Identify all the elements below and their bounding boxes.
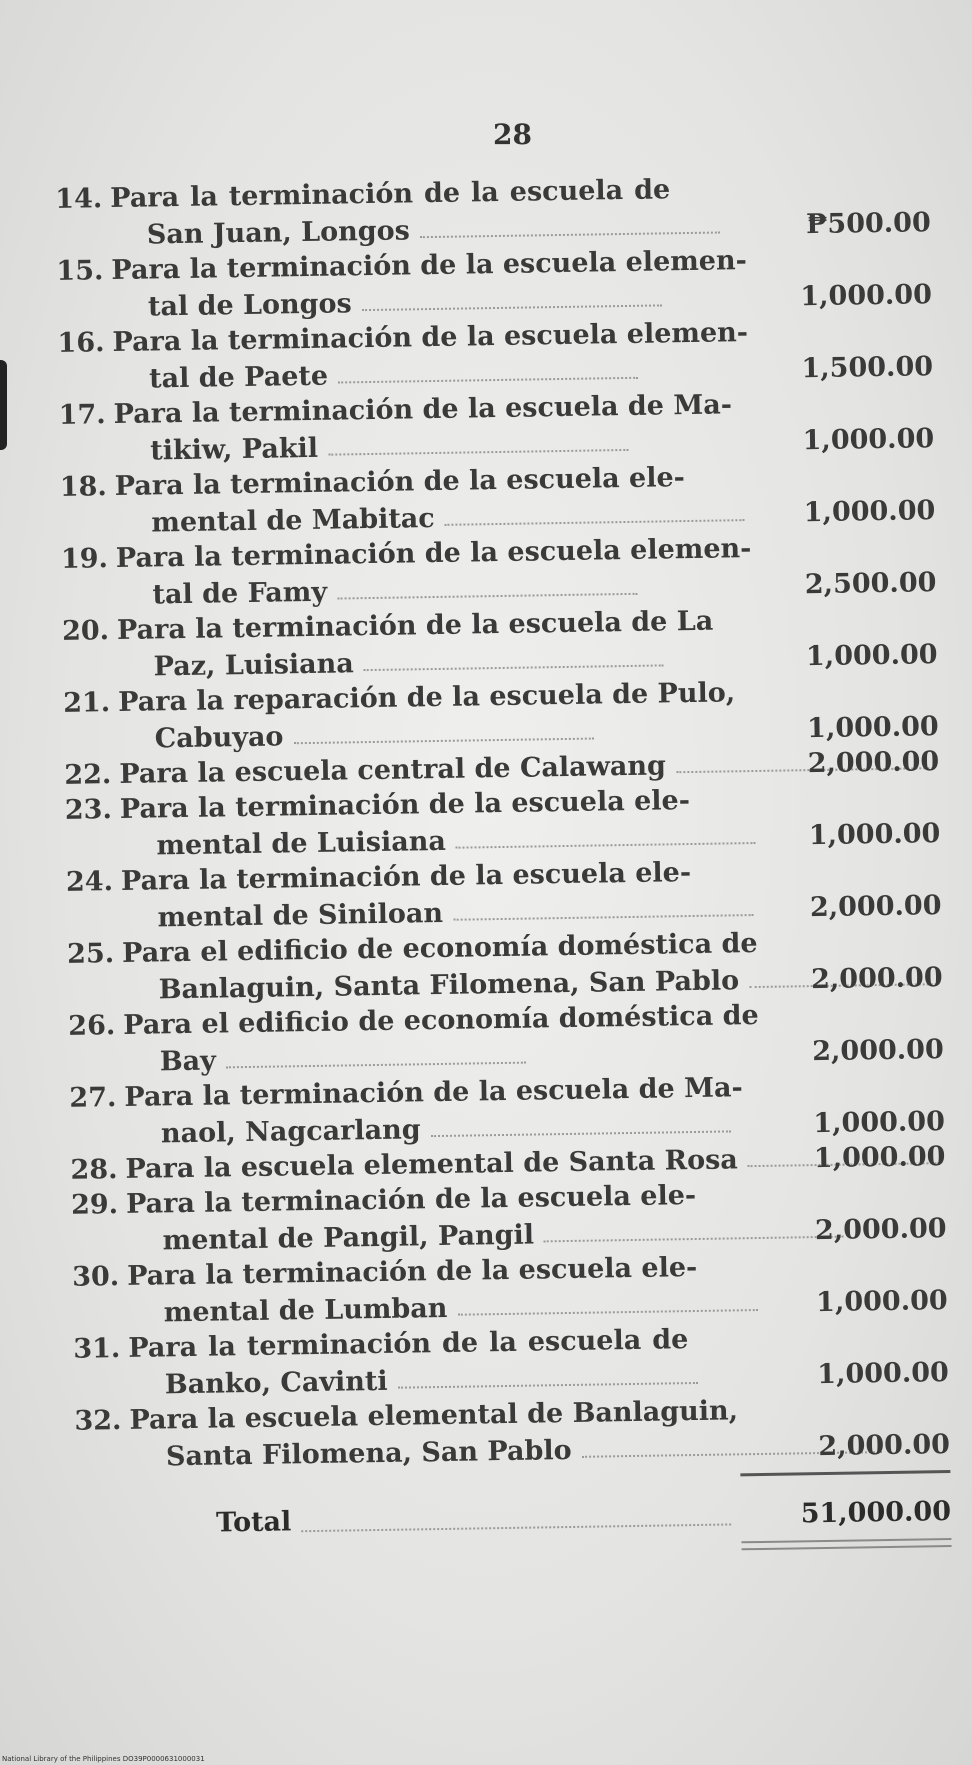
ledger-entry xyxy=(51,240,932,326)
entry-text-continued: Bay xyxy=(159,1045,217,1078)
entry-number: 31. xyxy=(73,1333,121,1365)
entry-number: 22. xyxy=(64,759,112,791)
entry-number: 25. xyxy=(66,938,115,970)
entry-text: Para la terminación de la escuela ele- xyxy=(126,1251,698,1292)
entry-amount: 2,500.00 xyxy=(804,567,937,601)
entry-text-continued: tal de Famy xyxy=(152,576,328,611)
entry-text: Para la terminación de la escuela elemen- xyxy=(115,533,752,575)
entry-text-continued: Paz, Luisiana xyxy=(153,648,355,683)
entry-number: 20. xyxy=(61,615,110,647)
total-double-rule xyxy=(741,1538,951,1550)
entry-amount: 2,000.00 xyxy=(809,890,942,924)
ledger-entry xyxy=(57,600,938,686)
entry-number: 15. xyxy=(56,255,104,287)
entry-amount: 1,000.00 xyxy=(806,711,939,745)
entry-text: Para la terminación de la escuela ele- xyxy=(120,857,692,897)
entry-text-continued: mental de Luisiana xyxy=(156,825,447,862)
entry-amount: 2,000.00 xyxy=(814,1213,947,1247)
entry-text-continued: mental de Siniloan xyxy=(157,897,444,934)
leader-dots xyxy=(328,448,628,456)
leader-dots xyxy=(453,913,753,921)
entry-amount: ₱500.00 xyxy=(805,207,931,241)
entry-number: 18. xyxy=(59,471,108,503)
leader-dots xyxy=(294,737,594,745)
entry-text: Para la terminación de la escuela de xyxy=(110,174,671,215)
entry-text: Para la escuela elemental de Santa Rosa xyxy=(125,1144,739,1185)
entry-text-continued: Banko, Cavinti xyxy=(164,1365,388,1401)
ledger-entry xyxy=(50,168,931,254)
ledger-entry xyxy=(66,1174,947,1260)
entry-text: Para la terminación de la escuela ele- xyxy=(119,785,691,825)
leader-dots xyxy=(226,1061,526,1069)
entry-amount: 2,000.00 xyxy=(810,962,943,996)
entry-text-continued: Cabuyao xyxy=(154,721,284,755)
entry-number: 26. xyxy=(68,1010,116,1042)
page-number: 28 xyxy=(493,118,532,151)
ledger-entry xyxy=(63,995,944,1081)
ledger-entry xyxy=(52,312,933,398)
entry-text-continued: tikiw, Pakil xyxy=(149,432,319,467)
entry-text-continued: tal de Paete xyxy=(148,360,329,395)
entry-amount: 1,000.00 xyxy=(813,1106,946,1140)
entry-number: 19. xyxy=(60,543,109,575)
entry-number: 30. xyxy=(71,1261,120,1293)
ledger-entry xyxy=(60,779,941,865)
entry-text-continued: mental de Mabitac xyxy=(151,503,435,539)
entry-number: 21. xyxy=(62,687,111,719)
ledger-entry xyxy=(67,1246,948,1332)
total-amount: 51,000.00 xyxy=(800,1496,952,1530)
leader-dots xyxy=(301,1522,731,1532)
leader-dots xyxy=(420,230,720,238)
entry-amount: 1,000.00 xyxy=(817,1357,950,1391)
entry-amount: 1,500.00 xyxy=(801,351,934,385)
ledger-entry xyxy=(58,672,939,758)
entry-text-continued: San Juan, Longos xyxy=(146,215,411,251)
entry-number: 28. xyxy=(70,1154,118,1186)
entry-text: Para la terminación de la escuela elemen- xyxy=(111,245,748,287)
entry-number: 14. xyxy=(55,183,103,215)
leader-dots xyxy=(457,1308,757,1316)
entry-text: Para la terminación de la escuela de La xyxy=(116,605,714,647)
entry-amount: 1,000.00 xyxy=(803,495,936,529)
scan-margin-mark xyxy=(0,360,7,450)
ledger-entry xyxy=(55,456,936,542)
entry-text: Para el edificio de economía doméstica de xyxy=(121,927,758,969)
entry-text-continued: Banlaguin, Santa Filomena, San Pablo xyxy=(158,965,740,1006)
leader-dots xyxy=(364,663,664,671)
ledger-entry xyxy=(62,923,943,1009)
entry-amount: 1,000.00 xyxy=(815,1285,948,1319)
ledger-entry xyxy=(64,1067,945,1153)
entry-text: Para la terminación de la escuela de xyxy=(128,1324,689,1364)
entry-text: Para la terminación de la escuela ele- xyxy=(114,462,686,503)
entry-number: 16. xyxy=(57,327,105,359)
leader-dots xyxy=(456,841,756,849)
total-rule xyxy=(740,1470,950,1476)
entry-number: 24. xyxy=(65,866,114,898)
leader-dots xyxy=(337,592,637,600)
entry-amount: 2,000.00 xyxy=(807,746,940,780)
entry-text: Para el edificio de economía doméstica de xyxy=(123,999,759,1041)
entry-text-continued: naol, Nagcarlang xyxy=(160,1114,421,1150)
entry-text: Para la escuela central de Calawang xyxy=(119,750,667,790)
entry-text: Para la terminación de la escuela de Ma- xyxy=(113,389,733,431)
entry-text: Para la terminación de la escuela de Ma- xyxy=(124,1072,743,1113)
total-label: Total xyxy=(215,1506,292,1539)
leader-dots xyxy=(431,1129,731,1137)
entry-text-continued: mental de Pangil, Pangil xyxy=(162,1219,535,1257)
entry-text-continued: Santa Filomena, San Pablo xyxy=(165,1434,572,1473)
entry-number: 17. xyxy=(58,399,106,431)
entry-amount: 2,000.00 xyxy=(811,1034,944,1068)
entry-text: Para la escuela elemental de Banlaguin, xyxy=(129,1395,739,1436)
ledger-entry xyxy=(69,1390,950,1476)
entry-amount: 1,000.00 xyxy=(813,1141,946,1175)
entry-text: Para la terminación de la escuela ele- xyxy=(125,1179,697,1220)
leader-dots xyxy=(362,303,662,311)
leader-dots xyxy=(338,376,638,384)
ledger-entry xyxy=(61,851,942,937)
entry-number: 27. xyxy=(69,1082,117,1114)
entry-number: 32. xyxy=(74,1405,122,1437)
ledger-entry xyxy=(56,528,937,614)
ledger-entry xyxy=(68,1318,949,1404)
entry-amount: 1,000.00 xyxy=(800,279,933,313)
entry-number: 23. xyxy=(64,794,113,826)
entry-text-continued: mental de Lumban xyxy=(163,1292,448,1329)
entry-amount: 1,000.00 xyxy=(805,639,938,673)
leader-dots xyxy=(445,518,745,526)
entry-text: Para la terminación de la escuela elemen- xyxy=(112,317,749,359)
entry-amount: 1,000.00 xyxy=(808,818,941,852)
entry-text-continued: tal de Longos xyxy=(147,288,352,323)
leader-dots xyxy=(398,1381,698,1389)
scan-footer: National Library of the Philippines DO39P0000631000031 xyxy=(2,1755,205,1763)
ledger-entry xyxy=(53,384,934,470)
entry-text: Para la reparación de la escuela de Pulo, xyxy=(117,677,736,718)
entry-amount: 2,000.00 xyxy=(818,1429,951,1463)
entry-number: 29. xyxy=(70,1189,119,1221)
entry-amount: 1,000.00 xyxy=(802,423,935,457)
appropriations-list xyxy=(50,168,952,1560)
